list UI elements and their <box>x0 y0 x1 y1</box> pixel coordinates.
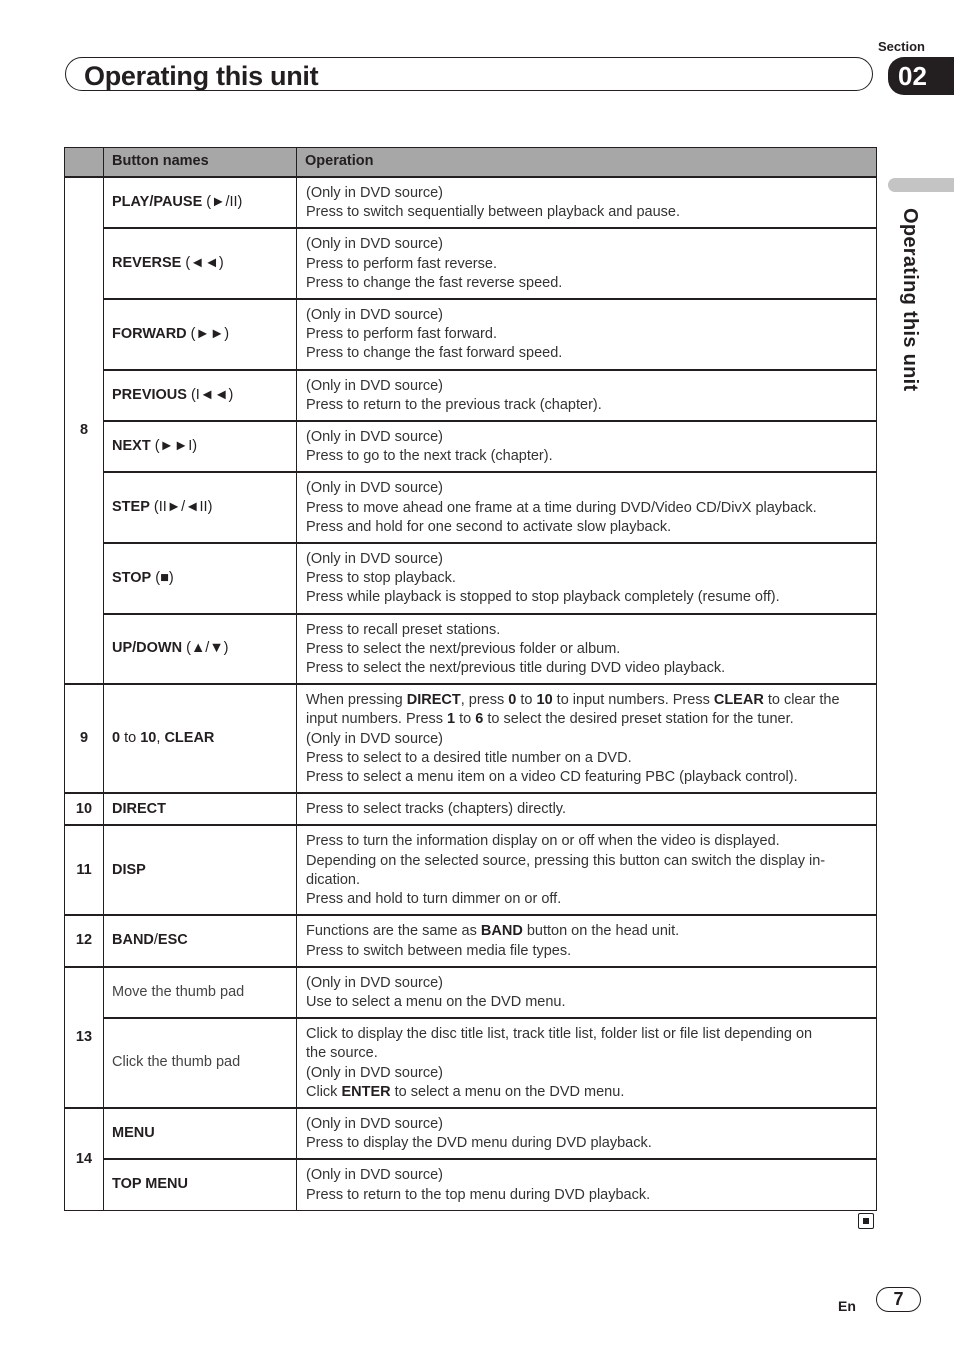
section-number: 02 <box>888 57 954 95</box>
button-name: TOP MENU <box>104 1159 297 1210</box>
table-row <box>65 472 877 543</box>
row-number: 13 <box>65 967 104 1108</box>
operation-text: (Only in DVD source) Press to switch sequentially between playback and pause. <box>297 177 877 228</box>
page-number: 7 <box>876 1287 921 1312</box>
button-name: UP/DOWN (▲/▼) <box>104 614 297 685</box>
operation-text: When pressing DIRECT, press 0 to 10 to input numbers. Press CLEAR to clear the input numbers. Press 1 to 6 to select the desired preset station for the tuner. (Only in DVD source) Press to select to a desired title number on a DVD. Press to select a menu item on a video CD featuring PBC (playback control). <box>297 684 877 793</box>
button-name: Move the thumb pad <box>104 967 297 1018</box>
row-number: 11 <box>65 825 104 915</box>
button-name: DISP <box>104 825 297 915</box>
header-operation: Operation <box>297 148 877 178</box>
operation-text: (Only in DVD source) Press to stop playback. Press while playback is stopped to stop playback completely (resume off). <box>297 543 877 614</box>
page-title: Operating this unit <box>84 61 319 91</box>
table-row <box>65 684 877 793</box>
table-row <box>65 915 877 966</box>
table-row <box>65 614 877 685</box>
table-row <box>65 793 877 825</box>
table-row <box>65 177 877 228</box>
operation-text: (Only in DVD source) Press to return to the previous track (chapter). <box>297 370 877 421</box>
button-name: 0 to 10, CLEAR <box>104 684 297 793</box>
table-row <box>65 299 877 370</box>
table-row <box>65 421 877 472</box>
row-number: 14 <box>65 1108 104 1210</box>
table-row <box>65 370 877 421</box>
side-label: Operating this unit <box>899 208 921 392</box>
operation-text: (Only in DVD source) Press to display the DVD menu during DVD playback. <box>297 1108 877 1159</box>
operation-text: (Only in DVD source) Use to select a menu on the DVD menu. <box>297 967 877 1018</box>
operation-text: (Only in DVD source) Press to perform fast reverse. Press to change the fast reverse speed. <box>297 228 877 299</box>
operation-text: (Only in DVD source) Press to move ahead one frame at a time during DVD/Video CD/DivX playback. Press and hold for one second to activate slow playback. <box>297 472 877 543</box>
table-row <box>65 228 877 299</box>
operation-text: (Only in DVD source) Press to perform fast forward. Press to change the fast forward speed. <box>297 299 877 370</box>
button-name: FORWARD (►►) <box>104 299 297 370</box>
operation-text: (Only in DVD source) Press to go to the next track (chapter). <box>297 421 877 472</box>
row-number: 10 <box>65 793 104 825</box>
table-row <box>65 825 877 915</box>
table-row <box>65 1159 877 1210</box>
table-row <box>65 1018 877 1108</box>
button-name: BAND/ESC <box>104 915 297 966</box>
row-number: 9 <box>65 684 104 793</box>
language-label: En <box>838 1298 856 1314</box>
button-name: STOP (■) <box>104 543 297 614</box>
operation-text: Press to select tracks (chapters) directly. <box>297 793 877 825</box>
table-header-row <box>65 148 877 178</box>
operation-text: Press to recall preset stations. Press to select the next/previous folder or album. Press to select the next/previous title during DVD video playback. <box>297 614 877 685</box>
table-row <box>65 543 877 614</box>
button-name: DIRECT <box>104 793 297 825</box>
side-tab <box>888 178 954 192</box>
button-name: REVERSE (◄◄) <box>104 228 297 299</box>
button-name: MENU <box>104 1108 297 1159</box>
row-number: 12 <box>65 915 104 966</box>
end-of-section-icon <box>858 1213 874 1229</box>
button-operations-table <box>64 147 877 1211</box>
button-name: NEXT (►►I) <box>104 421 297 472</box>
header-number <box>65 148 104 178</box>
operation-text: Functions are the same as BAND button on the head unit. Press to switch between media file types. <box>297 915 877 966</box>
button-name: Click the thumb pad <box>104 1018 297 1108</box>
operation-text: (Only in DVD source) Press to return to the top menu during DVD playback. <box>297 1159 877 1210</box>
section-label: Section <box>878 39 925 54</box>
operation-text: Press to turn the information display on or off when the video is displayed. Depending on the selected source, pressing this button can switch the display in- dication. Press and hold to turn dimmer on or off. <box>297 825 877 915</box>
table-row <box>65 967 877 1018</box>
button-name: STEP (II►/◄II) <box>104 472 297 543</box>
table-row <box>65 1108 877 1159</box>
button-name: PREVIOUS (I◄◄) <box>104 370 297 421</box>
button-name: PLAY/PAUSE (►/II) <box>104 177 297 228</box>
operation-text: Click to display the disc title list, track title list, folder list or file list depending on the source. (Only in DVD source) Click ENTER to select a menu on the DVD menu. <box>297 1018 877 1108</box>
row-number: 8 <box>65 177 104 684</box>
header-button-names: Button names <box>104 148 297 178</box>
